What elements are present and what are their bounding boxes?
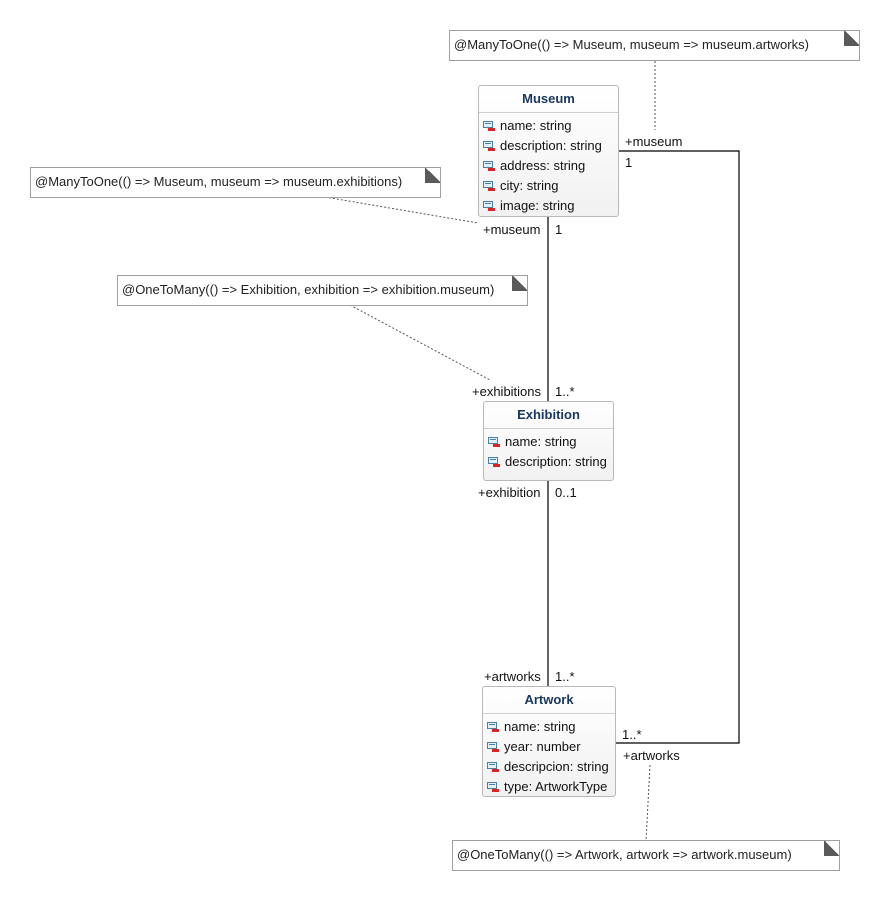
exhibition-attribute[interactable]: description: string bbox=[484, 452, 613, 472]
artwork-attribute[interactable]: year: number bbox=[483, 737, 615, 757]
class-artwork-title: Artwork bbox=[483, 687, 615, 714]
private-attribute-icon bbox=[483, 201, 495, 210]
note-anchor-middle bbox=[350, 305, 490, 380]
private-attribute-icon bbox=[483, 121, 495, 130]
private-attribute-icon bbox=[487, 762, 499, 771]
role-museum-exhibition-museum: +museum bbox=[483, 222, 541, 237]
artwork-attribute[interactable]: name: string bbox=[483, 717, 615, 737]
class-exhibition-title: Exhibition bbox=[484, 402, 613, 429]
exhibition-attribute[interactable]: name: string bbox=[484, 432, 613, 452]
note-fold-icon bbox=[425, 167, 441, 183]
association-museum-artwork[interactable] bbox=[615, 151, 739, 743]
private-attribute-icon bbox=[483, 141, 495, 150]
museum-attribute[interactable]: city: string bbox=[479, 176, 618, 196]
note-museum-exhibitions[interactable] bbox=[30, 167, 441, 198]
note-bottom-text: @OneToMany(() => Artwork, artwork => artwork.museum) bbox=[457, 847, 792, 862]
mult-museum-exhibition-museum: 1 bbox=[555, 222, 563, 237]
private-attribute-icon bbox=[487, 782, 499, 791]
mult-exhibition-artwork-exhibition: 0..1 bbox=[555, 485, 577, 500]
private-attribute-icon bbox=[487, 722, 499, 731]
role-exhibition-artwork-exhibition: +exhibition bbox=[478, 485, 541, 500]
role-exhibition-artwork-artworks: +artworks bbox=[484, 669, 541, 684]
note-anchor-left bbox=[325, 197, 478, 223]
mult-museum-artwork-museum: 1 bbox=[625, 155, 633, 170]
note-top-text: @ManyToOne(() => Museum, museum => museum.artworks) bbox=[454, 37, 809, 52]
note-fold-icon bbox=[512, 275, 528, 291]
note-fold-icon bbox=[824, 840, 840, 856]
class-artwork[interactable] bbox=[482, 686, 616, 797]
role-museum-artwork-artworks: +artworks bbox=[623, 748, 680, 763]
private-attribute-icon bbox=[483, 181, 495, 190]
museum-attribute[interactable]: description: string bbox=[479, 136, 618, 156]
class-museum-title: Museum bbox=[479, 86, 618, 113]
artwork-attribute[interactable]: type: ArtworkType bbox=[483, 777, 615, 797]
mult-museum-artwork-artworks: 1..* bbox=[622, 727, 642, 742]
note-left-text: @ManyToOne(() => Museum, museum => museum.exhibitions) bbox=[35, 174, 403, 189]
private-attribute-icon bbox=[487, 742, 499, 751]
role-museum-artwork-museum: +museum bbox=[625, 134, 683, 149]
mult-exhibition-artwork-artworks: 1..* bbox=[555, 669, 575, 684]
private-attribute-icon bbox=[488, 457, 500, 466]
private-attribute-icon bbox=[488, 437, 500, 446]
class-museum[interactable] bbox=[478, 85, 619, 217]
note-exhibition-museum[interactable] bbox=[117, 275, 528, 306]
note-museum-artworks[interactable] bbox=[449, 30, 860, 61]
museum-attribute[interactable]: image: string bbox=[479, 196, 618, 216]
museum-attribute[interactable]: name: string bbox=[479, 116, 618, 136]
museum-attribute[interactable]: address: string bbox=[479, 156, 618, 176]
note-anchor-bottom bbox=[646, 765, 650, 841]
mult-museum-exhibition-exhibitions: 1..* bbox=[555, 384, 575, 399]
note-artwork-museum[interactable] bbox=[452, 840, 840, 871]
role-museum-exhibition-exhibitions: +exhibitions bbox=[472, 384, 542, 399]
note-fold-icon bbox=[844, 30, 860, 46]
artwork-attribute[interactable]: descripcion: string bbox=[483, 757, 615, 777]
class-exhibition[interactable] bbox=[483, 401, 614, 481]
note-middle-text: @OneToMany(() => Exhibition, exhibition => exhibition.museum) bbox=[122, 282, 495, 297]
private-attribute-icon bbox=[483, 161, 495, 170]
